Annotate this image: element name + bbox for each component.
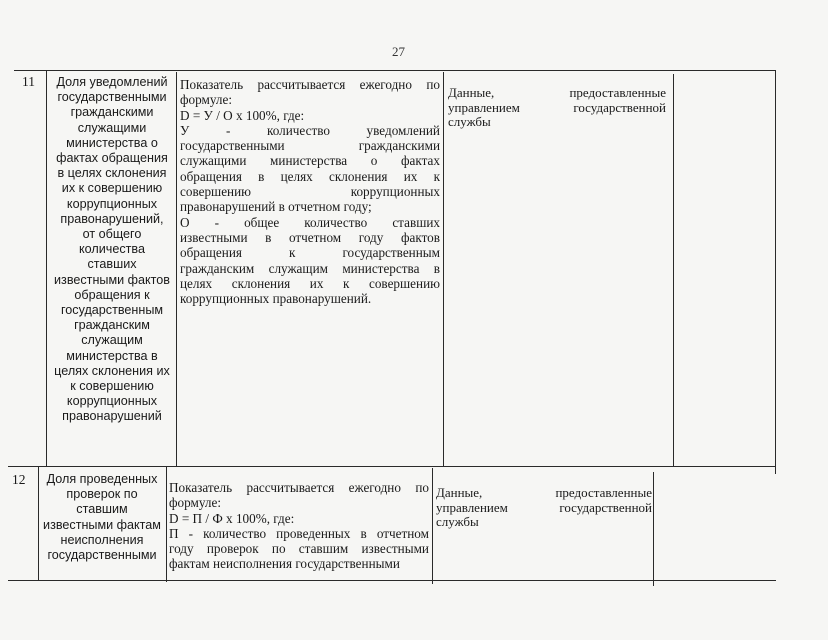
word: Данные,	[436, 486, 483, 500]
text-line: D = П / Ф х 100%, где:	[169, 510, 295, 526]
table-right-border	[775, 70, 776, 474]
text-line: государственным	[60, 303, 164, 318]
text-line: неисполнения	[60, 532, 144, 547]
text-line	[436, 501, 652, 516]
text-line: совершению коррупционных	[180, 184, 440, 200]
text-line	[448, 86, 666, 101]
text-line: формуле:	[169, 495, 221, 511]
text-line: коррупционных	[66, 196, 158, 211]
formula-cell	[169, 480, 429, 580]
data-source	[448, 86, 666, 130]
table-left-border	[38, 466, 39, 580]
text-line: D = У / О х 100%, где:	[180, 107, 305, 123]
indicator-name-cell	[40, 472, 164, 578]
text-line: от общего	[82, 227, 142, 242]
data-source-cell	[436, 486, 652, 530]
page-number: 27	[392, 44, 405, 59]
text-line: формуле:	[180, 92, 232, 108]
text-line: государственными гражданскими	[180, 138, 440, 154]
text-line: году проверок по ставшим известными	[169, 541, 429, 557]
indicator-name-cell	[50, 75, 174, 425]
text-line: У - количество уведомлений	[180, 122, 440, 138]
text-line: обращения в целях склонения их к	[180, 168, 440, 184]
text-line: Доля проведенных	[46, 472, 158, 486]
text-line: целях склонения их	[54, 363, 170, 378]
calculation-formula	[180, 77, 440, 306]
data-source	[436, 486, 652, 530]
text-line: гражданским служащим министерства в	[180, 260, 440, 276]
word: управлением	[448, 99, 520, 115]
text-line	[436, 486, 652, 501]
row-separator	[8, 466, 776, 467]
word: государственной	[573, 99, 666, 115]
text-line: министерства о	[66, 135, 158, 150]
word: предоставленные	[569, 86, 666, 100]
text-line: количества	[79, 242, 145, 257]
calculation-formula	[169, 480, 429, 572]
text-line: к совершению	[70, 379, 154, 394]
text-line: фактам неисполнения государственными	[169, 556, 400, 572]
text-line: ставшим	[76, 502, 128, 517]
text-line: О - общее количество ставших	[180, 214, 440, 230]
text-line: правонарушений	[62, 409, 162, 424]
text-line	[436, 515, 652, 530]
word: управлением	[436, 499, 508, 515]
column-divider	[443, 72, 444, 466]
text-line: коррупционных	[66, 394, 158, 409]
text-line: служащим	[81, 333, 143, 348]
text-line	[448, 101, 666, 116]
column-divider	[432, 468, 433, 584]
text-line: правонарушений в отчетном году;	[180, 199, 372, 215]
word: службы	[448, 114, 491, 130]
column-divider	[176, 72, 177, 466]
text-line: служащими министерства о фактах	[180, 153, 440, 169]
table-bottom-border	[8, 580, 776, 581]
text-line	[448, 115, 666, 130]
text-line: правонарушений,	[60, 211, 164, 226]
text-line: коррупционных правонарушений.	[180, 291, 372, 307]
text-line: П - количество проведенных в отчетном	[169, 525, 429, 541]
word: службы	[436, 514, 479, 530]
text-line: фактах обращения	[56, 151, 168, 166]
column-divider	[653, 472, 654, 586]
text-line: известными фактам	[43, 517, 161, 532]
text-line: гражданским	[74, 318, 150, 333]
formula-cell	[180, 77, 440, 306]
text-line: государственными	[57, 90, 167, 105]
table-top-border	[14, 70, 776, 71]
data-source-cell	[448, 86, 666, 130]
indicator-name	[40, 472, 164, 563]
word: предоставленные	[555, 486, 652, 500]
text-line: их к совершению	[61, 181, 163, 196]
column-divider	[673, 74, 674, 466]
text-line: служащими	[77, 120, 147, 135]
text-line: известными в отчетном году фактов	[180, 229, 440, 245]
word: Данные,	[448, 86, 495, 100]
text-line: известными фактов	[54, 272, 170, 287]
indicator-name	[50, 75, 174, 425]
table-left-border	[46, 70, 47, 466]
text-line: проверок по	[66, 487, 138, 502]
text-line: целях склонения их к совершению	[180, 275, 440, 291]
text-line: министерства в	[66, 348, 158, 363]
word: государственной	[559, 499, 652, 515]
text-line: Доля уведомлений	[56, 75, 168, 89]
text-line: государственными	[47, 548, 157, 563]
text-line: в целях склонения	[57, 166, 167, 181]
column-divider	[166, 466, 167, 582]
text-line: ставших	[87, 257, 137, 272]
text-line: Показатель рассчитывается ежегодно по	[180, 77, 440, 92]
text-line: обращения к	[74, 287, 150, 302]
text-line: обращения к государственным	[180, 245, 440, 261]
text-line: Показатель рассчитывается ежегодно по	[169, 480, 429, 495]
text-line: гражданскими	[70, 105, 154, 120]
row-number: 12	[12, 472, 26, 487]
row-number: 11	[22, 74, 35, 89]
